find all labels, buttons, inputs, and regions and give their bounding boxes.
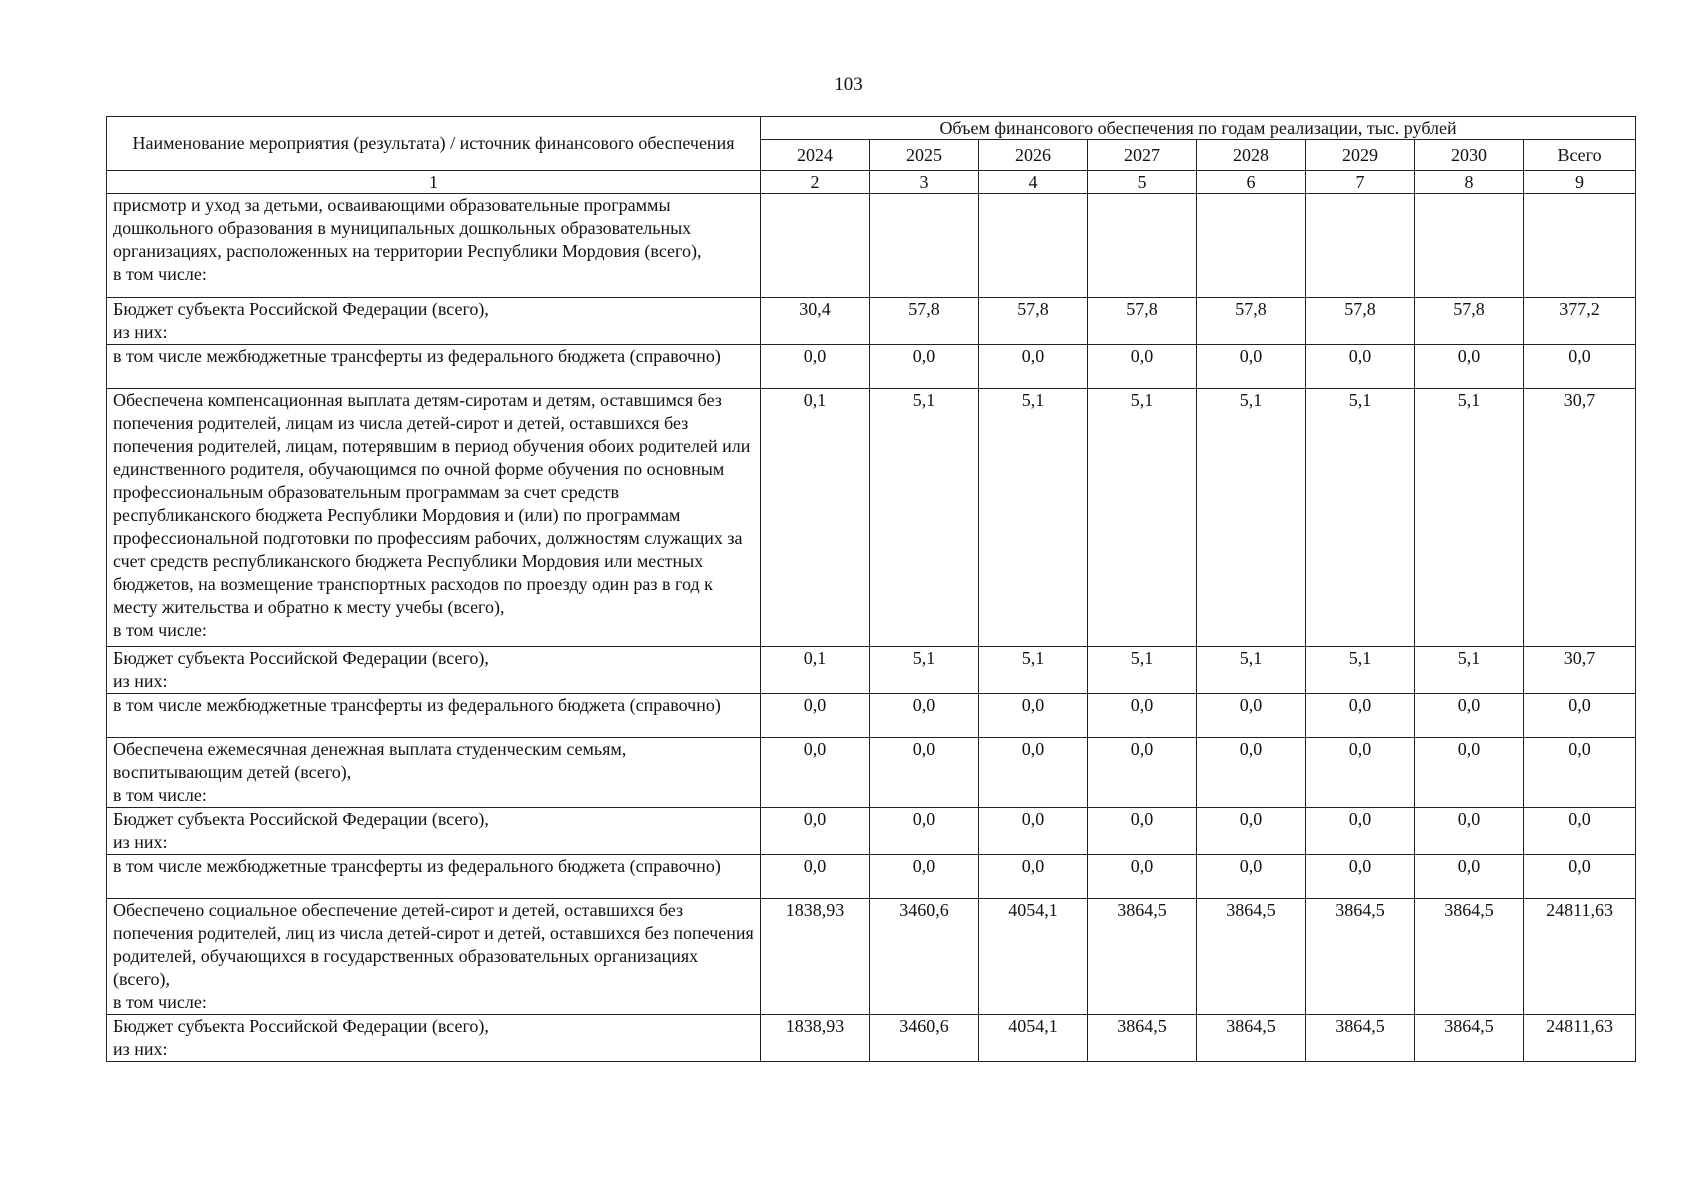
row-name-cell (107, 694, 761, 738)
header-funding-by-year: Объем финансового обеспечения по годам реализации, тыс. рублей (761, 117, 1636, 140)
header-year-3: 2026 (979, 140, 1088, 171)
row-value-cell: 30,7 (1524, 389, 1636, 647)
row-value-cell (870, 194, 979, 298)
header-column-number: 2 (761, 171, 870, 194)
row-name-cell (107, 738, 761, 808)
table-row (107, 389, 1636, 647)
row-value-cell: 0,0 (1524, 694, 1636, 738)
row-value-cell: 3864,5 (1415, 899, 1524, 1015)
row-name-cell (107, 345, 761, 389)
row-value-cell (1306, 194, 1415, 298)
row-value-cell: 3864,5 (1197, 899, 1306, 1015)
row-name-line: из них: (113, 671, 168, 691)
header-column-number: 1 (107, 171, 761, 194)
row-name-line: в том числе: (113, 620, 207, 640)
row-value-cell: 5,1 (870, 647, 979, 694)
row-name-line: Бюджет субъекта Российской Федерации (всего), (113, 809, 489, 829)
row-value-cell: 0,0 (1415, 694, 1524, 738)
row-value-cell (761, 194, 870, 298)
row-value-cell: 3864,5 (1088, 899, 1197, 1015)
row-value-cell: 5,1 (1197, 389, 1306, 647)
row-value-cell: 0,0 (761, 738, 870, 808)
row-value-cell: 4054,1 (979, 899, 1088, 1015)
row-value-cell: 0,0 (1088, 855, 1197, 899)
row-name-line: Обеспечена ежемесячная денежная выплата студенческим семьям, воспитывающим детей (всего), (113, 739, 627, 782)
row-value-cell: 0,0 (1197, 694, 1306, 738)
table-row (107, 694, 1636, 738)
row-value-cell: 3460,6 (870, 899, 979, 1015)
row-value-cell: 0,0 (1524, 345, 1636, 389)
row-name-cell (107, 389, 761, 647)
row-name-cell (107, 899, 761, 1015)
row-value-cell: 3460,6 (870, 1015, 979, 1062)
header-column-number: 9 (1524, 171, 1636, 194)
table-row (107, 298, 1636, 345)
header-column-number: 8 (1415, 171, 1524, 194)
row-value-cell: 0,0 (1088, 808, 1197, 855)
table-body (107, 194, 1636, 1062)
table-row (107, 345, 1636, 389)
row-value-cell: 4054,1 (979, 1015, 1088, 1062)
row-name-line: Обеспечена компенсационная выплата детям-сиротам и детям, оставшимся без попечения родителей, лицам из числа детей-сирот и детей, оставшихся без попечения родителей, лицам, потерявшим в период обучения обоих родителей или единственного родителя, обучающимся по очной форме обучения по основным профессиональным образовательным программам за счет средств республиканского бюджета Республики Мордовия и (или) по программам профессиональной подготовки по профессиям рабочих, должностям служащих за счет средств республиканского бюджета Республики Мордовия или местных бюджетов, на возмещение транспортных расходов по проезду один раз в год к месту жительства и обратно к месту учебы (всего), (113, 390, 751, 617)
table-row (107, 899, 1636, 1015)
table-row (107, 808, 1636, 855)
page-number: 103 (834, 74, 863, 95)
header-column-number: 7 (1306, 171, 1415, 194)
row-name-line: в том числе межбюджетные трансферты из федерального бюджета (справочно) (113, 695, 721, 715)
row-value-cell: 0,0 (1415, 855, 1524, 899)
table-row (107, 855, 1636, 899)
row-value-cell: 5,1 (1306, 647, 1415, 694)
row-value-cell: 0,0 (1197, 855, 1306, 899)
row-value-cell: 57,8 (870, 298, 979, 345)
row-value-cell: 5,1 (1306, 389, 1415, 647)
row-value-cell: 24811,63 (1524, 899, 1636, 1015)
row-value-cell: 3864,5 (1197, 1015, 1306, 1062)
row-value-cell: 1838,93 (761, 1015, 870, 1062)
row-value-cell (1524, 194, 1636, 298)
row-value-cell: 0,1 (761, 647, 870, 694)
row-name-line: в том числе межбюджетные трансферты из федерального бюджета (справочно) (113, 346, 721, 366)
row-name-line: в том числе: (113, 785, 207, 805)
row-value-cell: 0,0 (1088, 694, 1197, 738)
row-name-cell (107, 808, 761, 855)
header-year-4: 2027 (1088, 140, 1197, 171)
row-value-cell: 0,0 (1306, 738, 1415, 808)
row-value-cell: 3864,5 (1088, 1015, 1197, 1062)
row-value-cell: 24811,63 (1524, 1015, 1636, 1062)
header-year-2: 2025 (870, 140, 979, 171)
row-value-cell (1197, 194, 1306, 298)
row-value-cell: 5,1 (1415, 389, 1524, 647)
row-name-cell (107, 1015, 761, 1062)
row-name-line: присмотр и уход за детьми, осваивающими образовательные программы дошкольного образования в муниципальных дошкольных образовательных организациях, расположенных на территории Республики Мордовия (всего), (113, 195, 702, 261)
row-value-cell: 0,0 (1524, 738, 1636, 808)
row-value-cell: 0,0 (870, 694, 979, 738)
row-value-cell: 0,0 (870, 808, 979, 855)
row-value-cell: 0,0 (761, 855, 870, 899)
row-name-line: Обеспечено социальное обеспечение детей-сирот и детей, оставшихся без попечения родителей, лиц из числа детей-сирот и детей, оставшихся без попечения родителей, обучающихся в государственных образовательных организациях (всего), (113, 900, 754, 989)
row-value-cell: 0,0 (1088, 738, 1197, 808)
row-value-cell: 0,0 (979, 345, 1088, 389)
row-name-line: Бюджет субъекта Российской Федерации (всего), (113, 299, 489, 319)
header-year-7: 2030 (1415, 140, 1524, 171)
row-value-cell: 0,0 (1524, 855, 1636, 899)
header-year-8: Всего (1524, 140, 1636, 171)
row-value-cell: 0,0 (1415, 738, 1524, 808)
row-name-line: из них: (113, 832, 168, 852)
row-value-cell: 0,0 (1524, 808, 1636, 855)
row-value-cell: 3864,5 (1306, 1015, 1415, 1062)
row-name-line: Бюджет субъекта Российской Федерации (всего), (113, 1016, 489, 1036)
row-value-cell (979, 194, 1088, 298)
header-column-number: 4 (979, 171, 1088, 194)
row-value-cell: 0,1 (761, 389, 870, 647)
row-value-cell: 5,1 (870, 389, 979, 647)
row-value-cell: 0,0 (870, 345, 979, 389)
row-value-cell: 0,0 (979, 855, 1088, 899)
row-value-cell: 5,1 (1088, 647, 1197, 694)
row-name-line: в том числе межбюджетные трансферты из федерального бюджета (справочно) (113, 856, 721, 876)
row-name-cell (107, 855, 761, 899)
row-value-cell: 1838,93 (761, 899, 870, 1015)
header-activity-name: Наименование мероприятия (результата) / источник финансового обеспечения (107, 117, 761, 171)
header-column-number: 5 (1088, 171, 1197, 194)
row-value-cell: 30,7 (1524, 647, 1636, 694)
row-value-cell: 377,2 (1524, 298, 1636, 345)
row-value-cell: 5,1 (1415, 647, 1524, 694)
row-name-line: из них: (113, 1039, 168, 1059)
header-column-numbers-row (107, 171, 1636, 194)
row-value-cell: 0,0 (1306, 345, 1415, 389)
row-value-cell: 0,0 (1306, 855, 1415, 899)
row-value-cell: 0,0 (979, 694, 1088, 738)
row-value-cell: 57,8 (1197, 298, 1306, 345)
row-value-cell: 0,0 (1197, 345, 1306, 389)
row-name-line: Бюджет субъекта Российской Федерации (всего), (113, 648, 489, 668)
table-row (107, 1015, 1636, 1062)
header-column-number: 6 (1197, 171, 1306, 194)
row-value-cell: 0,0 (1306, 808, 1415, 855)
row-value-cell: 0,0 (1197, 808, 1306, 855)
row-value-cell: 3864,5 (1415, 1015, 1524, 1062)
table-row (107, 738, 1636, 808)
row-name-cell (107, 647, 761, 694)
row-value-cell: 30,4 (761, 298, 870, 345)
row-value-cell: 0,0 (1088, 345, 1197, 389)
row-value-cell: 57,8 (1415, 298, 1524, 345)
row-name-cell (107, 298, 761, 345)
row-value-cell: 5,1 (979, 389, 1088, 647)
row-value-cell: 57,8 (1088, 298, 1197, 345)
row-value-cell: 0,0 (1415, 345, 1524, 389)
financing-table (106, 116, 1636, 1062)
row-name-line: в том числе: (113, 992, 207, 1012)
row-value-cell: 0,0 (761, 345, 870, 389)
row-value-cell: 0,0 (979, 808, 1088, 855)
row-value-cell: 5,1 (1197, 647, 1306, 694)
header-year-1: 2024 (761, 140, 870, 171)
row-value-cell: 0,0 (1306, 694, 1415, 738)
table-row (107, 194, 1636, 298)
row-value-cell: 3864,5 (1306, 899, 1415, 1015)
row-name-cell (107, 194, 761, 298)
header-column-number: 3 (870, 171, 979, 194)
row-value-cell (1088, 194, 1197, 298)
row-value-cell: 0,0 (870, 855, 979, 899)
row-value-cell: 0,0 (870, 738, 979, 808)
header-year-6: 2029 (1306, 140, 1415, 171)
row-value-cell: 0,0 (979, 738, 1088, 808)
row-value-cell: 0,0 (1197, 738, 1306, 808)
row-value-cell: 5,1 (979, 647, 1088, 694)
table-row (107, 647, 1636, 694)
row-value-cell (1415, 194, 1524, 298)
row-value-cell: 57,8 (1306, 298, 1415, 345)
row-value-cell: 0,0 (761, 694, 870, 738)
header-year-5: 2028 (1197, 140, 1306, 171)
row-value-cell: 0,0 (1415, 808, 1524, 855)
row-name-line: из них: (113, 322, 168, 342)
row-value-cell: 5,1 (1088, 389, 1197, 647)
row-value-cell: 0,0 (761, 808, 870, 855)
row-name-line: в том числе: (113, 264, 207, 284)
row-value-cell: 57,8 (979, 298, 1088, 345)
